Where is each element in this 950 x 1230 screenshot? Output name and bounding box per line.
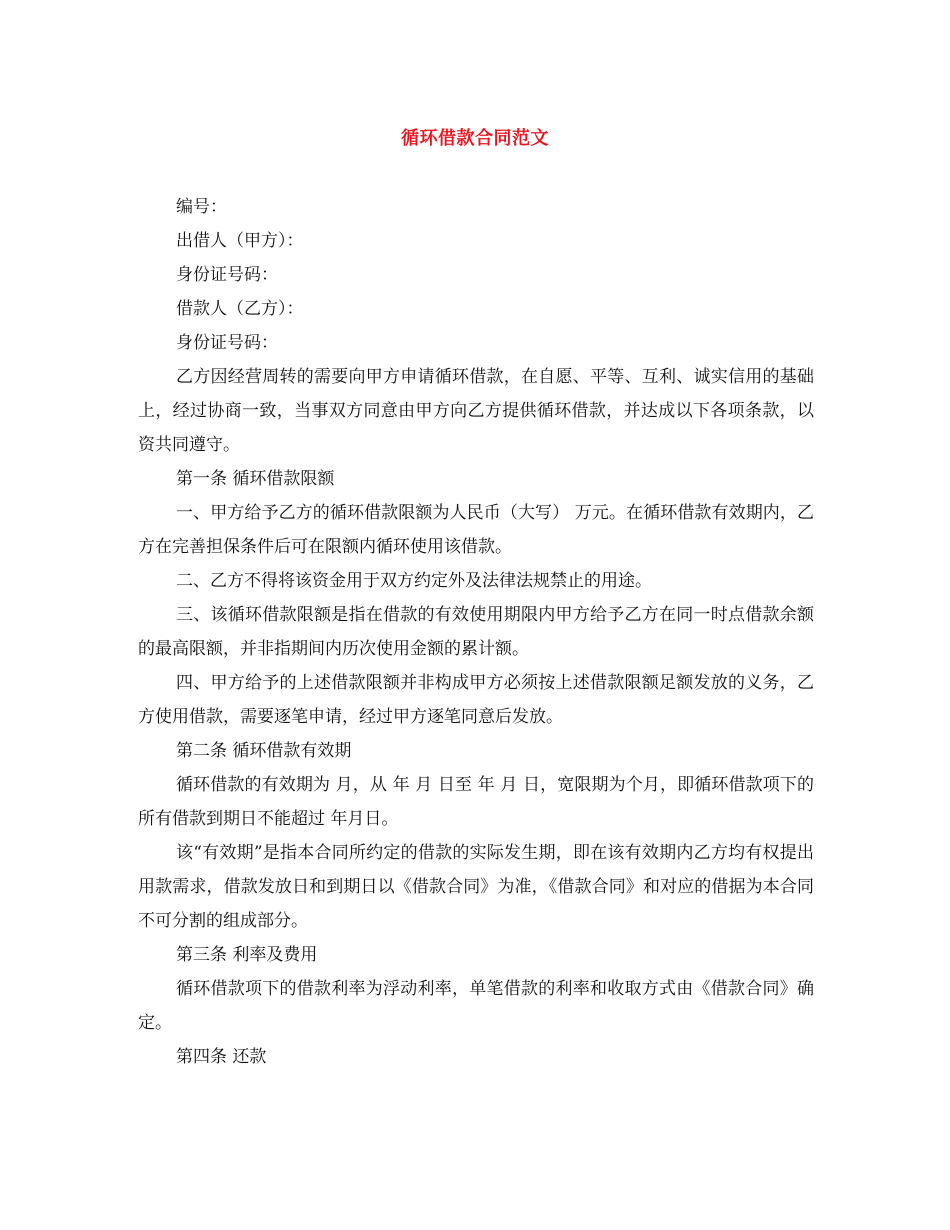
article-1-clause-4: 四、甲方给予的上述借款限额并非构成甲方必须按上述借款限额足额发放的义务，乙方使用借款，需要逐笔申请，经过甲方逐笔同意后发放。 [138,673,814,727]
article-1-clause-2: 二、乙方不得将该资金用于双方约定外及法律法规禁止的用途。 [176,571,652,591]
article-1-heading: 第一条 循环借款限额 [176,469,335,489]
paragraph-lender-id: 身份证号码： [176,265,278,285]
article-1-clause-3: 三、该循环借款限额是指在借款的有效使用期限内甲方给予乙方在同一时点借款余额的最高限额，并非指期间内历次使用金额的累计额。 [138,605,814,659]
article-3-heading: 第三条 利率及费用 [176,945,318,965]
article-4-heading: 第四条 还款 [176,1047,267,1067]
article-1-clause-1: 一、甲方给予乙方的循环借款限额为人民币（大写） 万元。在循环借款有效期内，乙方在完善担保条件后可在限额内循环使用该借款。 [138,503,814,557]
document-body [138,190,814,1074]
paragraph-borrower: 借款人（乙方）： [176,299,304,319]
article-3-clause-1: 循环借款项下的借款利率为浮动利率，单笔借款的利率和收取方式由《借款合同》确定。 [138,979,814,1033]
paragraph-preamble: 乙方因经营周转的需要向甲方申请循环借款，在自愿、平等、互利、诚实信用的基础上，经过协商一致，当事双方同意由甲方向乙方提供循环借款，并达成以下各项条款，以资共同遵守。 [138,367,814,455]
paragraph-borrower-id: 身份证号码： [176,333,278,353]
paragraph-contract-number: 编号： [176,197,227,217]
document-title: 循环借款合同范文 [401,128,549,149]
article-2-clause-1: 循环借款的有效期为 月，从 年 月 日至 年 月 日，宽限期为个月，即循环借款项下的所有借款到期日不能超过 年月日。 [138,775,814,829]
article-2-heading: 第二条 循环借款有效期 [176,741,352,761]
paragraph-lender: 出借人（甲方）： [176,231,304,251]
article-2-clause-2: 该“有效期”是指本合同所约定的借款的实际发生期，即在该有效期内乙方均有权提出用款需求，借款发放日和到期日以《借款合同》为准，《借款合同》和对应的借据为本合同不可分割的组成部分。 [138,843,814,931]
